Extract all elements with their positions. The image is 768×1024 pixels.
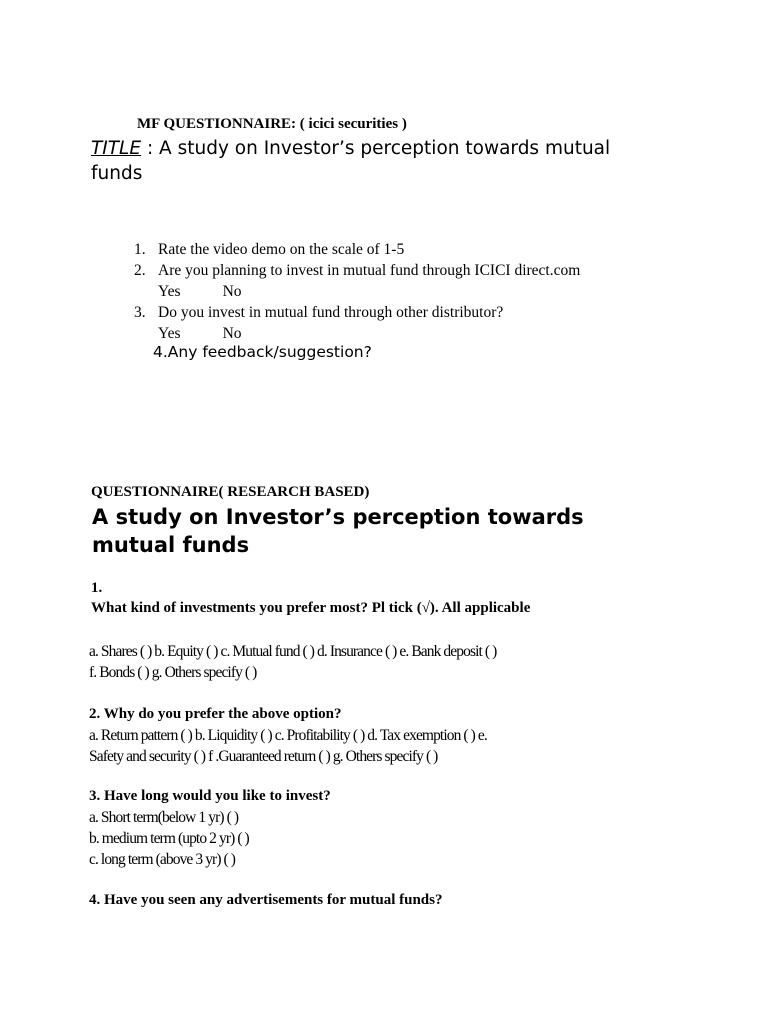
yes-option: Yes	[158, 325, 181, 342]
no-option: No	[222, 283, 242, 300]
list-item	[134, 260, 580, 281]
feedback-question: 4.Any feedback/suggestion?	[153, 343, 372, 361]
title-line-2: funds	[91, 163, 143, 184]
question-3-heading: 3. Have long would you like to invest?	[89, 788, 331, 804]
research-questionnaire-heading: QUESTIONNAIRE( RESEARCH BASED)	[91, 484, 370, 500]
question-1-text: What kind of investments you prefer most? Pl tick (√). All applicable	[91, 600, 531, 616]
question-number: 1.	[134, 241, 146, 258]
question-text: Are you planning to invest in mutual fund through ICICI direct.com	[158, 262, 581, 279]
question-text: Rate the video demo on the scale of 1-5	[158, 241, 405, 258]
options-line: Safety and security ( ) f .Guaranteed return ( ) g. Others specify ( )	[89, 748, 438, 765]
options-line: a. Shares ( ) b. Equity ( ) c. Mutual fund ( ) d. Insurance ( ) e. Bank deposit ( )	[89, 643, 497, 660]
question-number: 3.	[134, 304, 146, 321]
title-line-1: : A study on Investor’s perception towards mutual	[141, 138, 611, 159]
mf-heading-suffix: : ( icici securities )	[291, 116, 407, 132]
question-1-options	[89, 641, 496, 683]
question-number: 2.	[134, 262, 146, 279]
question-1-number: 1.	[91, 580, 103, 596]
research-title-line-1: A study on Investor’s perception towards	[92, 505, 584, 529]
mf-heading-text: MF QUESTIONNAIRE	[137, 116, 292, 132]
mf-questionnaire-heading	[137, 116, 407, 133]
options-line: f. Bonds ( ) g. Others specify ( )	[89, 664, 257, 681]
yes-option: Yes	[158, 283, 181, 300]
yes-no-options	[134, 323, 580, 344]
list-item	[134, 239, 580, 260]
options-line: b. medium term (upto 2 yr) ( )	[89, 830, 249, 847]
title-label: TITLE	[91, 138, 142, 159]
research-title	[92, 503, 584, 559]
yes-no-options	[134, 281, 580, 302]
question-4-heading: 4. Have you seen any advertisements for mutual funds?	[89, 892, 443, 908]
mf-question-list	[134, 239, 580, 344]
no-option: No	[222, 325, 242, 342]
question-3-options	[89, 807, 249, 870]
question-2-heading: 2. Why do you prefer the above option?	[89, 706, 342, 722]
options-line: a. Short term(below 1 yr) ( )	[89, 809, 239, 826]
mf-title	[91, 136, 610, 186]
question-2-options	[89, 725, 487, 767]
options-line: c. long term (above 3 yr) ( )	[89, 851, 236, 868]
options-line: a. Return pattern ( ) b. Liquidity ( ) c. Profitability ( ) d. Tax exemption ( ) e.	[89, 727, 487, 744]
list-item	[134, 302, 580, 323]
research-title-line-2: mutual funds	[92, 533, 250, 557]
question-text: Do you invest in mutual fund through other distributor?	[158, 304, 504, 321]
